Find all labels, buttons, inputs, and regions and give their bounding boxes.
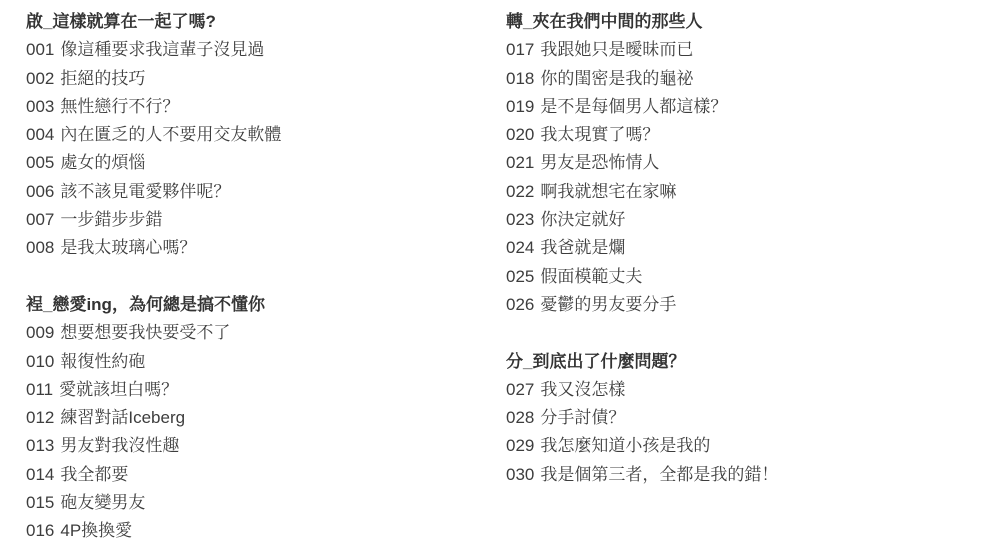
toc-item-number: 008 [26,238,55,258]
toc-item-number: 006 [26,181,55,201]
toc-item-number: 023 [506,210,535,230]
toc-item-number: 011 [26,379,54,399]
toc-item-number: 028 [506,408,535,428]
section-header: 啟_這樣就算在一起了嗎? [26,12,216,31]
toc-item-title: 我太現實了嗎？ [540,125,660,145]
toc-item-number: 021 [506,153,535,173]
toc-item-number: 004 [26,125,55,145]
toc-item [26,36,281,64]
toc-item-title: 是我太玻璃心嗎？ [60,238,197,258]
toc-item-title: 啊我就想宅在家嘛 [540,181,677,201]
toc-item-title: 是不是每個男人都這樣？ [540,96,728,116]
toc-item-title: 想要想要我快要受不了 [60,323,231,343]
toc-item-title: 你決定就好 [540,210,626,230]
toc-item [26,65,281,93]
toc-item [506,36,778,64]
toc-item [506,65,778,93]
toc-section [26,291,281,546]
toc-item-title: 假面模範丈夫 [540,266,643,286]
toc-item-title: 我是個第三者，全都是我的錯！ [540,464,779,484]
toc-item [506,432,778,460]
toc-item [26,319,281,347]
toc-item-title: 4P換換愛 [60,521,133,541]
toc-item-number: 002 [26,68,55,88]
toc-item-number: 015 [26,493,55,513]
toc-item [26,517,281,545]
toc-column-right [506,8,778,489]
toc-item-title: 男友對我沒性趣 [60,436,180,456]
toc-item-title: 我跟她只是曖昧而已 [540,40,694,60]
toc-item-number: 010 [26,351,55,371]
toc-item-title: 砲友變男友 [60,493,146,513]
toc-item [26,93,281,121]
toc-item-number: 022 [506,181,535,201]
toc-item [26,489,281,517]
toc-item-title: 分手討債？ [540,408,626,428]
toc-item-title: 像這種要求我這輩子沒見過 [60,40,265,60]
toc-item [26,404,281,432]
toc-item [506,461,778,489]
toc-item-number: 007 [26,210,55,230]
toc-item-number: 013 [26,436,55,456]
toc-item-number: 005 [26,153,55,173]
toc-item-number: 019 [506,96,535,116]
toc-item-title: 一步錯步步錯 [60,210,163,230]
toc-item-number: 024 [506,238,535,258]
section-header: 裎_戀愛ing，為何總是搞不懂你 [26,294,265,314]
toc-item [26,149,281,177]
toc-item-number: 003 [26,96,55,116]
toc-item [506,404,778,432]
toc-item [506,291,778,319]
toc-item-number: 014 [26,464,55,484]
toc-column-left [26,8,281,546]
toc-item-title: 我全都要 [60,464,129,484]
toc-item [506,93,778,121]
toc-item-number: 016 [26,521,55,541]
toc-item-number: 001 [26,40,55,60]
toc-item-number: 030 [506,464,535,484]
toc-item-number: 017 [506,40,535,60]
toc-item-title: 內在匱乏的人不要用交友軟體 [60,125,282,145]
toc-item-title: 練習對話Iceberg [60,408,186,428]
section-header: 分_到底出了什麼問題？ [506,351,686,371]
toc-item-title: 我又沒怎樣 [540,379,626,399]
toc-item-title: 男友是恐怖情人 [540,153,660,173]
toc-item-title: 處女的煩惱 [60,153,146,173]
toc-item-title: 我爸就是爛 [540,238,626,258]
toc-item [26,432,281,460]
toc-item-title: 我怎麼知道小孩是我的 [540,436,711,456]
toc-item [26,206,281,234]
toc-item-number: 012 [26,408,55,428]
toc-item [506,234,778,262]
toc-item [26,121,281,149]
toc-item [26,234,281,262]
toc-item-title: 你的閨密是我的龜祕 [540,68,694,88]
toc-item-title: 拒絕的技巧 [60,68,146,88]
toc-item [506,263,778,291]
toc-item-title: 報復性約砲 [60,351,146,371]
toc-section [506,348,778,489]
toc-section [506,8,778,319]
toc-item [26,461,281,489]
toc-item-number: 009 [26,323,55,343]
toc-item-number: 029 [506,436,535,456]
toc-section [26,8,281,263]
toc-item [506,206,778,234]
toc-item-number: 026 [506,294,535,314]
toc-item [506,376,778,404]
toc-item-title: 愛就該坦白嗎？ [59,379,179,399]
toc-item-title: 憂鬱的男友要分手 [540,294,677,314]
toc-item [506,121,778,149]
toc-item-number: 025 [506,266,535,286]
toc-item-title: 無性戀行不行？ [60,96,180,116]
toc-item [26,178,281,206]
toc-item [26,376,281,404]
toc-item-number: 020 [506,125,535,145]
toc-item-number: 027 [506,379,535,399]
toc-item [506,149,778,177]
toc-item [26,348,281,376]
toc-item-number: 018 [506,68,535,88]
toc-item [506,178,778,206]
toc-item-title: 該不該見電愛夥伴呢？ [60,181,231,201]
section-header: 轉_夾在我們中間的那些人 [506,12,703,31]
